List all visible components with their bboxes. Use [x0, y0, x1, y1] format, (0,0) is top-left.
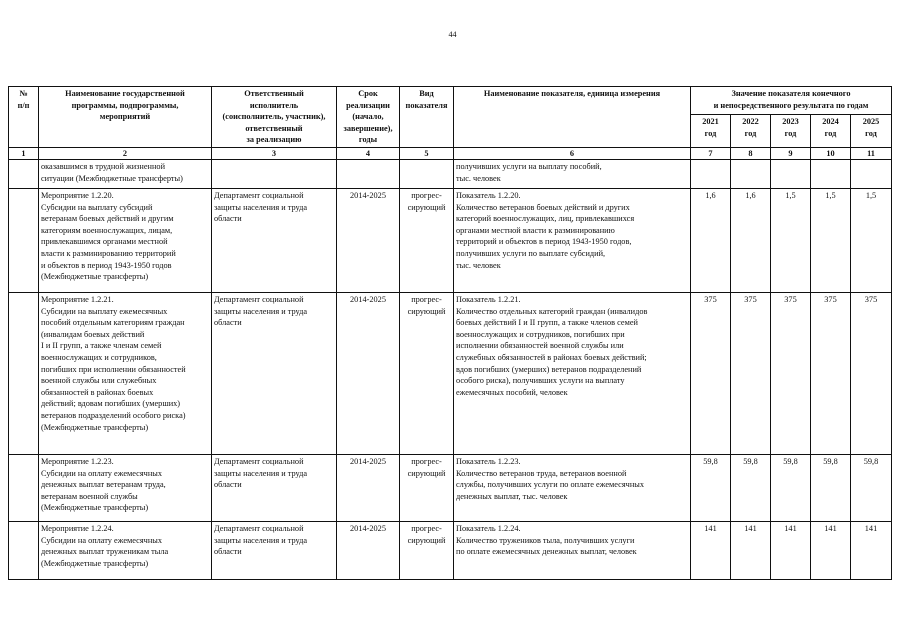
year-value-cell: 375: [731, 292, 771, 454]
header-num: № п/п: [9, 87, 39, 148]
year-value-cell: [811, 159, 851, 188]
indicator-name-cell: Показатель 1.2.21. Количество отдельных категорий граждан (инвалидов боевых действий I и II групп, а также членов семей военнослужащих и сотрудников, погибших при исполнении обязанностей военной службы или служебных обязанностей в районах боевых действий; вдов погибших (умерших) ветеранов подразделений особого риска), получивших услуги на выплату ежемесячных пособий, человек: [454, 292, 691, 454]
column-number: 7: [691, 147, 731, 159]
row-number-cell: [9, 159, 39, 188]
column-number: 1: [9, 147, 39, 159]
column-number: 9: [771, 147, 811, 159]
column-number: 10: [811, 147, 851, 159]
year-value-cell: 1,6: [691, 188, 731, 292]
year-value-cell: 141: [851, 521, 892, 579]
indicator-kind-cell: прогрес- сирующий: [400, 292, 454, 454]
year-value-cell: 1,5: [771, 188, 811, 292]
year-value-cell: 59,8: [811, 454, 851, 521]
indicator-kind-cell: прогрес- сирующий: [400, 454, 454, 521]
header-year: 2024 год: [811, 115, 851, 148]
header-period: Срок реализации (начало, завершение), годы: [337, 87, 400, 148]
header-executor: Ответственный исполнитель (соисполнитель, участник), ответственный за реализацию: [212, 87, 337, 148]
year-value-cell: [731, 159, 771, 188]
year-value-cell: [851, 159, 892, 188]
table-row: [9, 159, 892, 188]
row-number-cell: [9, 188, 39, 292]
year-value-cell: 1,5: [811, 188, 851, 292]
header-year: 2021 год: [691, 115, 731, 148]
period-cell: 2014-2025: [337, 454, 400, 521]
page-number: 44: [448, 30, 457, 39]
header-indicator: Наименование показателя, единица измерения: [454, 87, 691, 148]
column-number: 2: [39, 147, 212, 159]
header-kind: Вид показателя: [400, 87, 454, 148]
year-value-cell: [691, 159, 731, 188]
column-number: 5: [400, 147, 454, 159]
header-year: 2023 год: [771, 115, 811, 148]
year-value-cell: 59,8: [691, 454, 731, 521]
table-row: [9, 454, 892, 521]
executor-cell: Департамент социальной защиты населения и труда области: [212, 188, 337, 292]
indicator-name-cell: Показатель 1.2.23. Количество ветеранов труда, ветеранов военной службы, получивших услуги по оплате ежемесячных денежных выплат, тыс. человек: [454, 454, 691, 521]
indicator-kind-cell: прогрес- сирующий: [400, 521, 454, 579]
executor-cell: Департамент социальной защиты населения и труда области: [212, 454, 337, 521]
period-cell: [337, 159, 400, 188]
column-number: 4: [337, 147, 400, 159]
period-cell: 2014-2025: [337, 188, 400, 292]
table-row: [9, 188, 892, 292]
year-value-cell: 375: [811, 292, 851, 454]
year-value-cell: 375: [771, 292, 811, 454]
column-number: 3: [212, 147, 337, 159]
table-body: [9, 159, 892, 579]
year-value-cell: 141: [811, 521, 851, 579]
column-number: 6: [454, 147, 691, 159]
indicator-name-cell: Показатель 1.2.24. Количество тружеников тыла, получивших услуги по оплате ежемесячных денежных выплат, человек: [454, 521, 691, 579]
activity-name-cell: Мероприятие 1.2.20. Субсидии на выплату субсидий ветеранам боевых действий и другим категориям военнослужащих, лицам, привлекавшимся органами местной власти к разминированию территорий и объектов в период 1943-1950 годов (Межбюджетные трансферты): [39, 188, 212, 292]
period-cell: 2014-2025: [337, 292, 400, 454]
indicator-kind-cell: прогрес- сирующий: [400, 188, 454, 292]
column-number: 11: [851, 147, 892, 159]
indicator-kind-cell: [400, 159, 454, 188]
activity-name-cell: Мероприятие 1.2.21. Субсидии на выплату ежемесячных пособий отдельным категориям граждан (инвалидам боевых действий I и II групп, а также членам семей военнослужащих и сотрудников, погибших при исполнении обязанностей военной службы или служебных обязанностей в районах боевых действий; вдовам погибших (умерших) ветеранов подразделений особого риска) (Межбюджетные трансферты): [39, 292, 212, 454]
column-number-row: [9, 147, 892, 159]
year-value-cell: [771, 159, 811, 188]
program-table: [8, 86, 892, 580]
indicator-name-cell: Показатель 1.2.20. Количество ветеранов боевых действий и других категорий военнослужащих, лиц, привлекавшихся органами местной власти к разминированию территорий и объектов в период 1943-1950 годов, получивших услуги по выплате субсидий, тыс. человек: [454, 188, 691, 292]
row-number-cell: [9, 454, 39, 521]
row-number-cell: [9, 521, 39, 579]
year-value-cell: 375: [691, 292, 731, 454]
year-value-cell: 59,8: [771, 454, 811, 521]
activity-name-cell: Мероприятие 1.2.23. Субсидии на оплату ежемесячных денежных выплат ветеранам труда, ветеранам военной службы (Межбюджетные трансферты): [39, 454, 212, 521]
executor-cell: Департамент социальной защиты населения и труда области: [212, 292, 337, 454]
year-value-cell: 141: [731, 521, 771, 579]
executor-cell: [212, 159, 337, 188]
indicator-name-cell: получивших услуги на выплату пособий, тыс. человек: [454, 159, 691, 188]
row-number-cell: [9, 292, 39, 454]
year-value-cell: 59,8: [731, 454, 771, 521]
table-row: [9, 521, 892, 579]
executor-cell: Департамент социальной защиты населения и труда области: [212, 521, 337, 579]
year-value-cell: 375: [851, 292, 892, 454]
year-value-cell: 141: [771, 521, 811, 579]
activity-name-cell: оказавшимся в трудной жизненной ситуации (Межбюджетные трансферты): [39, 159, 212, 188]
table-row: [9, 292, 892, 454]
header-year: 2025 год: [851, 115, 892, 148]
column-number: 8: [731, 147, 771, 159]
header-year: 2022 год: [731, 115, 771, 148]
header-values-group: Значение показателя конечного и непосредственного результата по годам: [691, 87, 892, 115]
activity-name-cell: Мероприятие 1.2.24. Субсидии на оплату ежемесячных денежных выплат труженикам тыла (Межбюджетные трансферты): [39, 521, 212, 579]
header-name: Наименование государственной программы, подпрограммы, мероприятий: [39, 87, 212, 148]
header-row-1: [9, 87, 892, 115]
year-value-cell: 1,6: [731, 188, 771, 292]
year-value-cell: 59,8: [851, 454, 892, 521]
period-cell: 2014-2025: [337, 521, 400, 579]
year-value-cell: 1,5: [851, 188, 892, 292]
year-value-cell: 141: [691, 521, 731, 579]
